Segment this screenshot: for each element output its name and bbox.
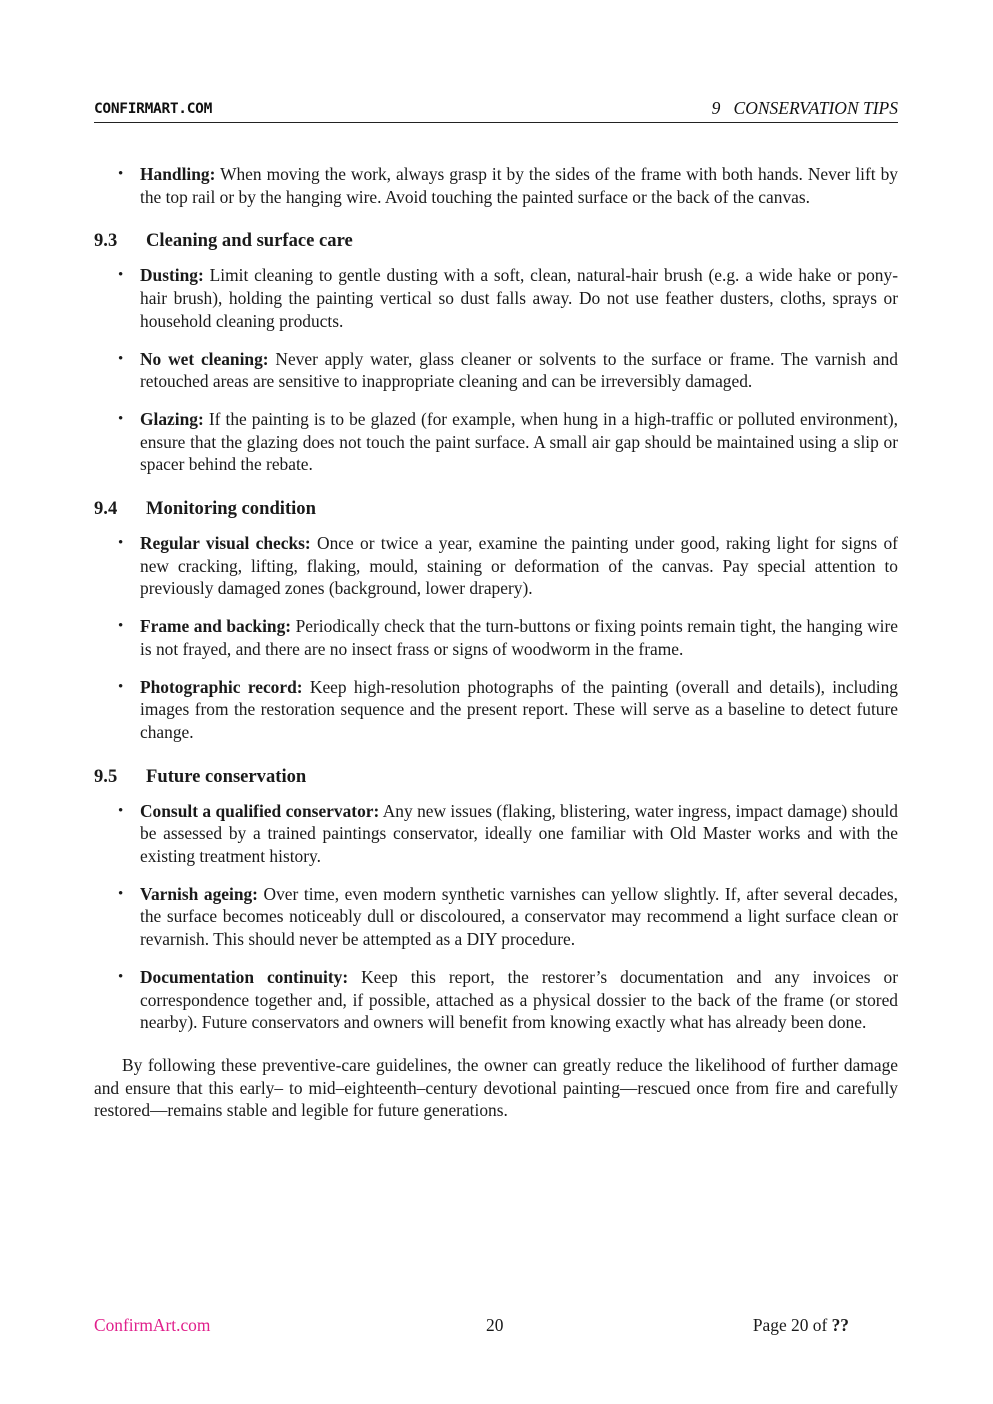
bullet-icon: • [118, 166, 124, 182]
page-header [94, 98, 898, 123]
item-text: Periodically check that the turn-buttons or fixing points remain tight, the hanging wire is not frayed, and there are no insect frass or signs of woodworm in the frame. [140, 616, 898, 659]
section-heading-9-3 [94, 229, 898, 253]
page-content [94, 163, 898, 1122]
item-term: Handling: [140, 164, 216, 184]
item-term: Dusting: [140, 265, 204, 286]
bullet-icon: • [118, 350, 124, 367]
footer-page-of: Page 20 of [752, 1315, 828, 1335]
item-term: Varnish ageing: [140, 883, 258, 904]
section-heading-9-4 [94, 497, 898, 521]
list-item [94, 348, 898, 393]
item-text: Never apply water, glass cleaner or solvents to the surface or frame. The varnish and retouched areas are sensitive to inappropriate cleaning and can be irreversibly damaged. [140, 348, 898, 392]
list-item [94, 532, 898, 600]
item-term: Frame and backing: [140, 616, 292, 637]
list-item [94, 163, 898, 208]
page-footer [94, 1315, 898, 1339]
list-item [94, 615, 898, 660]
item-text: Keep high-resolution photographs of the painting (overall and details), including images from the restoration sequence and the present report. These will serve as a baseline to detect future change. [140, 676, 898, 742]
section-heading-9-5 [94, 765, 898, 789]
footer-page-count [753, 1315, 849, 1336]
item-text: If the painting is to be glazed (for example, when hung in a high-traffic or polluted environment), ensure that the glazing does not touch the paint surface. A small air gap should be maintained using a slip or spacer behind the rebate. [140, 408, 898, 475]
footer-page-number: 20 [486, 1315, 504, 1335]
header-section-title [712, 98, 898, 119]
bullet-icon: • [118, 802, 124, 819]
item-term: Regular visual checks: [140, 533, 311, 554]
section-9-3-list [94, 264, 898, 476]
header-section-name: CONSERVATION TIPS [733, 98, 898, 118]
item-term: Consult a qualified conservator: [140, 800, 380, 821]
list-item [94, 408, 898, 476]
closing-paragraph: By following these preventive-care guidelines, the owner can greatly reduce the likelihood of further damage and ensure that this early– to mid–eighteenth–century devotional painting—rescued once from fire and carefully restored—remains stable and legible for future generations. [94, 1054, 898, 1121]
footer-site-link[interactable]: ConfirmArt.com [94, 1315, 211, 1335]
section-number: 9.4 [94, 498, 118, 520]
item-term: No wet cleaning: [140, 348, 269, 369]
bullet-icon: • [118, 410, 124, 427]
item-text: Keep this report, the restorer’s documentation and any invoices or correspondence together and, if possible, attached as a physical dossier to the back of the frame (or stored nearby). Future conservators and owners will benefit from knowing exactly what has already been done. [140, 966, 898, 1033]
bullet-icon: • [118, 618, 124, 635]
bullet-icon: • [118, 885, 124, 902]
intro-list [94, 163, 898, 208]
bullet-icon: • [118, 267, 124, 284]
item-term: Glazing: [140, 408, 204, 429]
section-number: 9.5 [94, 765, 118, 787]
item-text: Over time, even modern synthetic varnishes can yellow slightly. If, after several decades, the surface becomes noticeably dull or discoloured, a conservator may recommend a light surface clean or revarnish. This should never be attempted as a DIY procedure. [140, 883, 898, 950]
section-title: Future conservation [146, 765, 307, 787]
section-9-4-list [94, 532, 898, 744]
footer-page-total: ?? [831, 1315, 849, 1335]
list-item [94, 966, 898, 1034]
list-item [94, 883, 898, 951]
header-logo: CONFIRMART.COM [94, 101, 213, 117]
item-text: Any new issues (flaking, blistering, water ingress, impact damage) should be assessed by a trained paintings conservator, ideally one familiar with Old Master works and with the existing treatment history. [140, 800, 899, 867]
list-item [94, 800, 898, 868]
section-9-5-list [94, 800, 898, 1034]
bullet-icon: • [118, 968, 124, 985]
item-text: Limit cleaning to gentle dusting with a soft, clean, natural-hair brush (e.g. a wide hake or pony-hair brush), holding the painting vertical so dust falls away. Do not use feather dusters, cloths, sprays or household cleaning products. [140, 265, 898, 331]
header-section-number: 9 [711, 98, 721, 118]
item-text: Once or twice a year, examine the painting under good, raking light for signs of new cracking, lifting, flaking, mould, staining or deformation of the canvas. Pay special attention to previously damaged zones (background, lower drapery). [140, 533, 898, 599]
item-text: When moving the work, always grasp it by the sides of the frame with both hands. Never lift by the top rail or by the hanging wire. Avoid touching the painted surface or the back of the canvas. [140, 164, 898, 207]
section-number: 9.3 [94, 230, 118, 252]
list-item [94, 676, 898, 744]
section-title: Monitoring condition [146, 498, 316, 520]
section-title: Cleaning and surface care [146, 230, 353, 252]
list-item [94, 264, 898, 332]
item-term: Documentation continuity: [140, 966, 349, 987]
item-term: Photographic record: [140, 676, 303, 697]
bullet-icon: • [118, 678, 124, 695]
bullet-icon: • [118, 535, 124, 552]
